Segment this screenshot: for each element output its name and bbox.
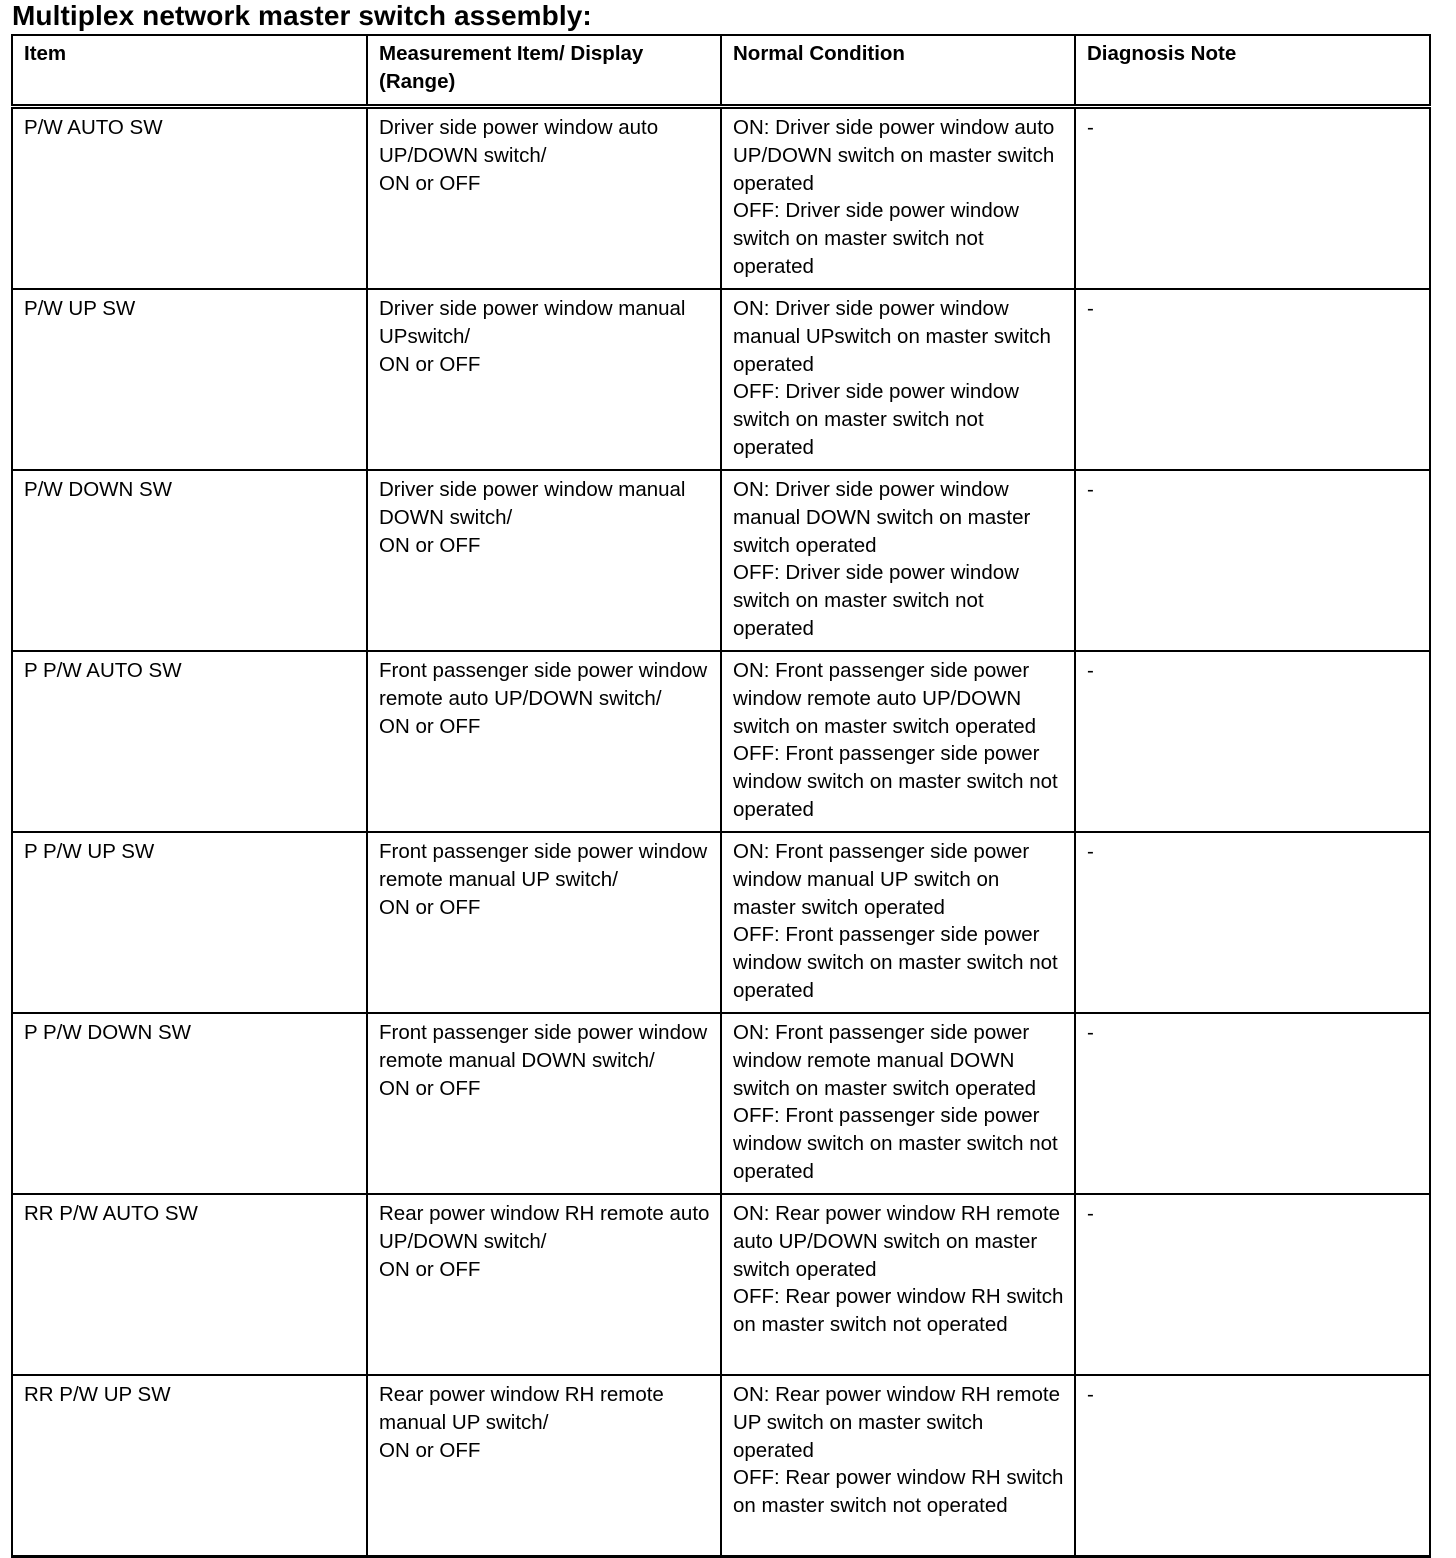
measurement-range: ON or OFF xyxy=(379,714,481,738)
condition-on: ON: Front passenger side power window remote manual DOWN switch on master switch operated xyxy=(733,1021,1037,1100)
cell-item: P/W UP SW xyxy=(12,289,367,470)
cell-item: P/W AUTO SW xyxy=(12,107,367,290)
cell-item: RR P/W UP SW xyxy=(12,1375,367,1557)
cell-normal-condition xyxy=(721,107,1075,290)
condition-on: ON: Rear power window RH remote UP switch on master switch operated xyxy=(733,1383,1066,1462)
cell-item: P P/W UP SW xyxy=(12,832,367,1013)
cell-normal-condition xyxy=(721,470,1075,651)
measurement-range: ON or OFF xyxy=(379,1076,481,1100)
condition-on: ON: Front passenger side power window remote auto UP/DOWN switch on master switch operated xyxy=(733,659,1037,738)
cell-diagnosis-note: - xyxy=(1075,470,1430,651)
measurement-range: ON or OFF xyxy=(379,1438,481,1462)
cell-measurement xyxy=(367,107,721,290)
condition-on: ON: Rear power window RH remote auto UP/DOWN switch on master switch operated xyxy=(733,1202,1066,1281)
table-row xyxy=(12,1194,1430,1375)
cell-diagnosis-note: - xyxy=(1075,832,1430,1013)
cell-item: P P/W DOWN SW xyxy=(12,1013,367,1194)
condition-on: ON: Driver side power window manual DOWN switch on master switch operated xyxy=(733,478,1037,557)
measurement-description: Front passenger side power window remote auto UP/DOWN switch/ xyxy=(379,659,713,710)
table-row xyxy=(12,1375,1430,1557)
condition-off: OFF: Driver side power window switch on master switch not operated xyxy=(733,561,1025,640)
cell-diagnosis-note: - xyxy=(1075,1013,1430,1194)
data-table xyxy=(11,34,1431,1558)
condition-on: ON: Driver side power window manual UPswitch on master switch operated xyxy=(733,297,1057,376)
cell-measurement xyxy=(367,1194,721,1375)
column-header-measurement: Measurement Item/ Display (Range) xyxy=(367,35,721,107)
table-row xyxy=(12,1013,1430,1194)
table-row xyxy=(12,107,1430,290)
measurement-range: ON or OFF xyxy=(379,352,481,376)
table-header-row xyxy=(12,35,1430,107)
cell-measurement xyxy=(367,1375,721,1557)
measurement-description: Driver side power window auto UP/DOWN switch/ xyxy=(379,116,664,167)
cell-item: P P/W AUTO SW xyxy=(12,651,367,832)
cell-normal-condition xyxy=(721,1194,1075,1375)
cell-measurement xyxy=(367,289,721,470)
measurement-range: ON or OFF xyxy=(379,895,481,919)
condition-off: OFF: Rear power window RH switch on master switch not operated xyxy=(733,1285,1070,1337)
table-row xyxy=(12,470,1430,651)
cell-diagnosis-note: - xyxy=(1075,289,1430,470)
cell-normal-condition xyxy=(721,832,1075,1013)
cell-normal-condition xyxy=(721,1375,1075,1557)
cell-item: P/W DOWN SW xyxy=(12,470,367,651)
condition-off: OFF: Front passenger side power window switch on master switch not operated xyxy=(733,742,1064,821)
measurement-range: ON or OFF xyxy=(379,171,481,195)
measurement-range: ON or OFF xyxy=(379,533,481,557)
condition-off: OFF: Front passenger side power window switch on master switch not operated xyxy=(733,923,1064,1002)
cell-normal-condition xyxy=(721,651,1075,832)
condition-on: ON: Front passenger side power window manual UP switch on master switch operated xyxy=(733,840,1035,919)
cell-normal-condition xyxy=(721,1013,1075,1194)
page-title: Multiplex network master switch assembly: xyxy=(12,0,592,31)
cell-measurement xyxy=(367,832,721,1013)
cell-diagnosis-note: - xyxy=(1075,1375,1430,1557)
column-header-diagnosis-note: Diagnosis Note xyxy=(1075,35,1430,107)
table-row xyxy=(12,832,1430,1013)
cell-item: RR P/W AUTO SW xyxy=(12,1194,367,1375)
condition-on: ON: Driver side power window auto UP/DOWN switch on master switch operated xyxy=(733,116,1060,195)
cell-normal-condition xyxy=(721,289,1075,470)
measurement-description: Rear power window RH remote manual UP switch/ xyxy=(379,1383,670,1434)
measurement-description: Front passenger side power window remote manual DOWN switch/ xyxy=(379,1021,713,1072)
table-row xyxy=(12,651,1430,832)
column-header-normal-condition: Normal Condition xyxy=(721,35,1075,107)
column-header-item: Item xyxy=(12,35,367,107)
measurement-description: Driver side power window manual UPswitch/ xyxy=(379,297,692,348)
cell-measurement xyxy=(367,1013,721,1194)
measurement-description: Driver side power window manual DOWN switch/ xyxy=(379,478,692,529)
table-row xyxy=(12,289,1430,470)
condition-off: OFF: Rear power window RH switch on master switch not operated xyxy=(733,1466,1070,1518)
cell-diagnosis-note: - xyxy=(1075,651,1430,832)
cell-diagnosis-note: - xyxy=(1075,1194,1430,1375)
measurement-range: ON or OFF xyxy=(379,1257,481,1281)
condition-off: OFF: Driver side power window switch on master switch not operated xyxy=(733,199,1025,278)
cell-measurement xyxy=(367,470,721,651)
cell-measurement xyxy=(367,651,721,832)
condition-off: OFF: Driver side power window switch on master switch not operated xyxy=(733,380,1025,459)
measurement-description: Rear power window RH remote auto UP/DOWN switch/ xyxy=(379,1202,716,1253)
cell-diagnosis-note: - xyxy=(1075,107,1430,290)
measurement-description: Front passenger side power window remote manual UP switch/ xyxy=(379,840,713,891)
condition-off: OFF: Front passenger side power window switch on master switch not operated xyxy=(733,1104,1064,1183)
